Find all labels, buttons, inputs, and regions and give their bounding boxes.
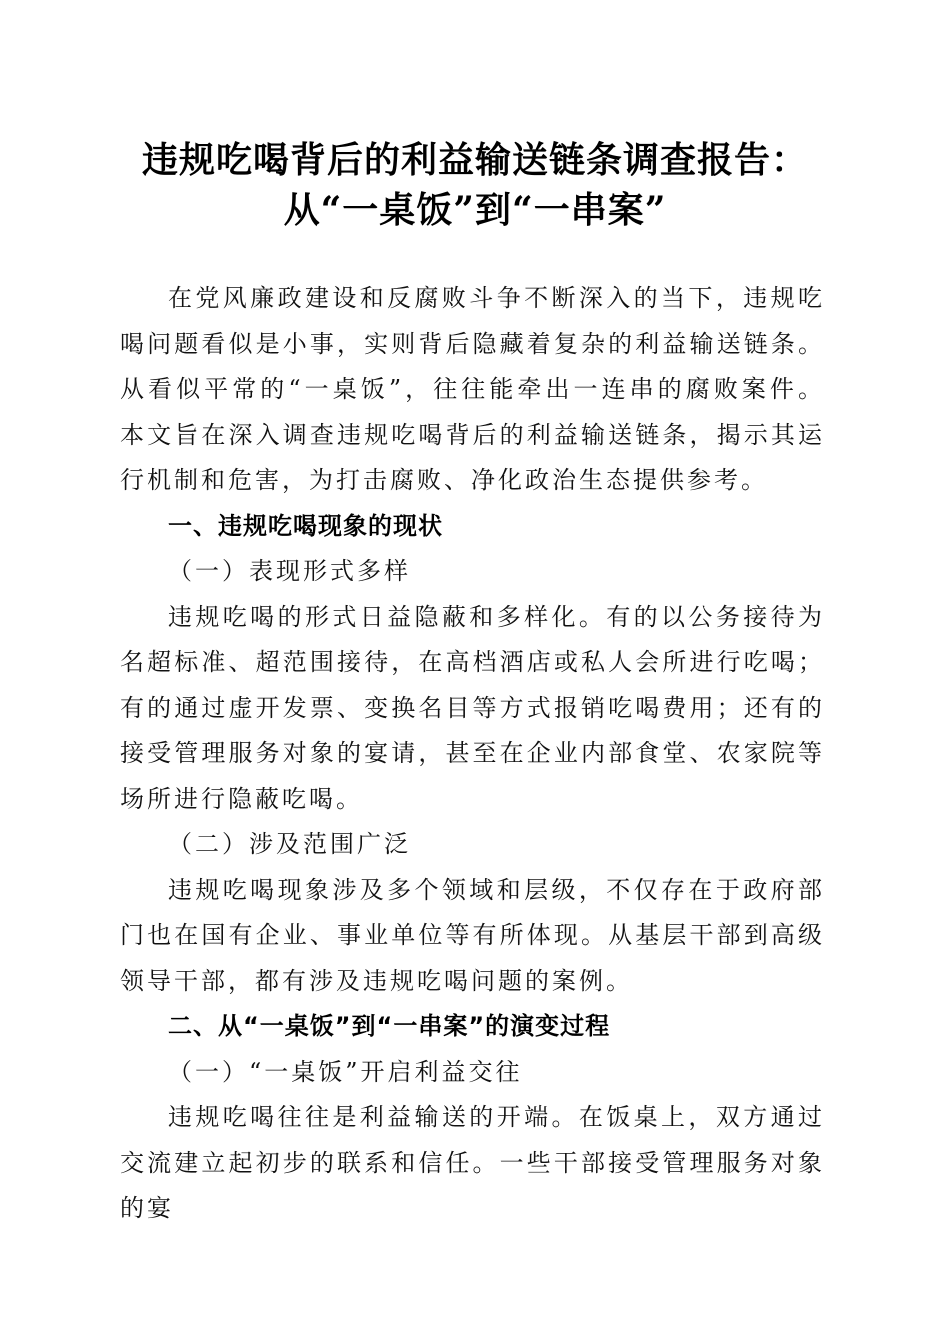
section-1-heading: 一、违规吃喝现象的现状 (168, 511, 443, 540)
document-title-line-2: 从“一桌饭”到“一串案” (283, 189, 667, 231)
section-2-heading: 二、从“一桌饭”到“一串案”的演变过程 (168, 1012, 611, 1040)
section-1-sub-2-heading: （二）涉及范围广泛 (168, 830, 411, 858)
section-2-sub-1-paragraph: 违规吃喝往往是利益输送的开端。在饭桌上，双方通过交流建立起初步的联系和信任。一些干部接受管理服务对象的宴 (120, 1103, 825, 1222)
intro-paragraph: 在党风廉政建设和反腐败斗争不断深入的当下，违规吃喝问题看似是小事，实则背后隐藏着复杂的利益输送链条。从看似平常的“一桌饭”，往往能牵出一连串的腐败案件。本文旨在深入调查违规吃喝背后的利益输送链条，揭示其运行机制和危害，为打击腐败、净化政治生态提供参考。 (120, 284, 825, 494)
section-1-sub-1-heading: （一）表现形式多样 (168, 557, 411, 585)
document-title-line-1: 违规吃喝背后的利益输送链条调查报告： (141, 139, 808, 181)
document-body (120, 276, 825, 1232)
section-1-sub-2-paragraph: 违规吃喝现象涉及多个领域和层级，不仅存在于政府部门也在国有企业、事业单位等有所体现。从基层干部到高级领导干部，都有涉及违规吃喝问题的案例。 (120, 875, 825, 995)
section-2-sub-1-heading: （一）“一桌饭”开启利益交往 (168, 1057, 523, 1086)
section-1-sub-1-paragraph: 违规吃喝的形式日益隐蔽和多样化。有的以公务接待为名超标准、超范围接待，在高档酒店或私人会所进行吃喝；有的通过虚开发票、变换名目等方式报销吃喝费用；还有的接受管理服务对象的宴请，甚至在企业内部食堂、农家院等场所进行隐蔽吃喝。 (120, 602, 825, 813)
